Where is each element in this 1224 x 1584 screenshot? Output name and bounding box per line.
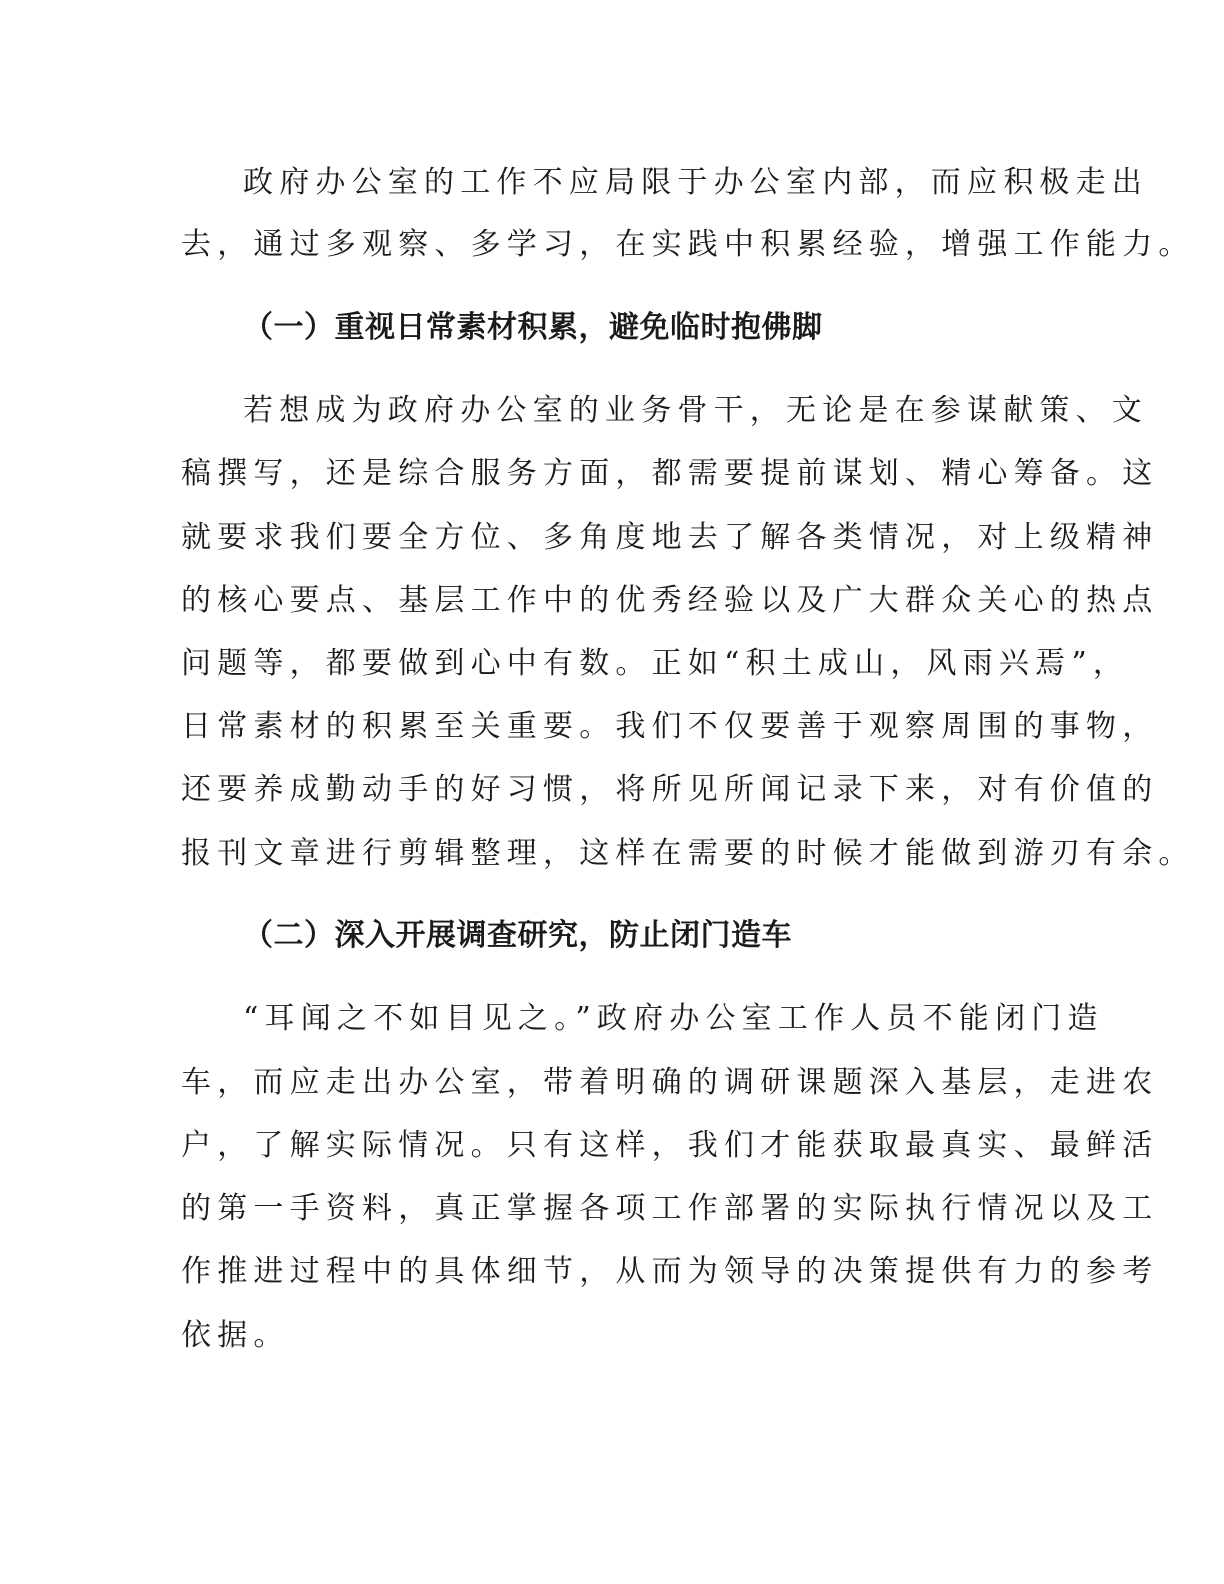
section-2-heading: （二）深入开展调查研究，防止闭门造车 xyxy=(243,918,792,953)
section-1-heading: （一）重视日常素材积累，避免临时抱佛脚 xyxy=(243,310,823,345)
section-2-line-3: 户，了解实际情况。只有这样，我们才能获取最真实、最鲜活 xyxy=(181,1128,1159,1163)
section-2-line-5: 作推进过程中的具体细节，从而为领导的决策提供有力的参考 xyxy=(181,1254,1159,1289)
section-2-line-2: 车，而应走出办公室，带着明确的调研课题深入基层，走进农 xyxy=(181,1065,1159,1100)
section-2-line-6: 依据。 xyxy=(181,1318,290,1353)
section-1-line-2: 稿撰写，还是综合服务方面，都需要提前谋划、精心筹备。这 xyxy=(181,456,1159,491)
section-1-line-8: 报刊文章进行剪辑整理，这样在需要的时候才能做到游刃有余。 xyxy=(181,836,1195,871)
section-1-line-6: 日常素材的积累至关重要。我们不仅要善于观察周围的事物， xyxy=(181,709,1159,744)
section-2-line-1: “耳闻之不如目见之。”政府办公室工作人员不能闭门造 xyxy=(243,1001,1104,1036)
intro-line-1: 政府办公室的工作不应局限于办公室内部，而应积极走出 xyxy=(243,165,1148,200)
section-1-line-4: 的核心要点、基层工作中的优秀经验以及广大群众关心的热点 xyxy=(181,583,1159,618)
section-1-line-5: 问题等，都要做到心中有数。正如“积土成山，风雨兴焉”， xyxy=(181,646,1130,681)
section-1-line-3: 就要求我们要全方位、多角度地去了解各类情况，对上级精神 xyxy=(181,520,1159,555)
section-1-line-1: 若想成为政府办公室的业务骨干，无论是在参谋献策、文 xyxy=(243,393,1148,428)
intro-line-2: 去，通过多观察、多学习，在实践中积累经验，增强工作能力。 xyxy=(181,227,1195,262)
section-1-line-7: 还要养成勤动手的好习惯，将所见所闻记录下来，对有价值的 xyxy=(181,772,1159,807)
section-2-line-4: 的第一手资料，真正掌握各项工作部署的实际执行情况以及工 xyxy=(181,1191,1159,1226)
